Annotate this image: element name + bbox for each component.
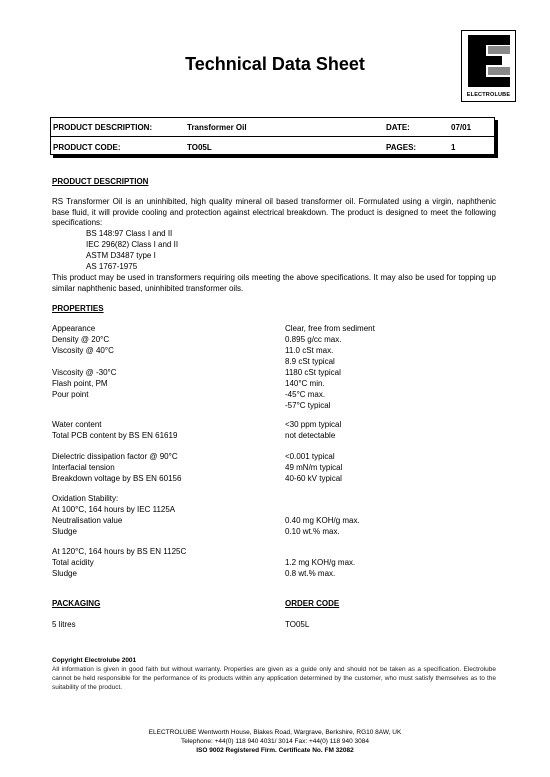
property-label: Sludge bbox=[52, 569, 77, 578]
property-label: Breakdown voltage by BS EN 60156 bbox=[52, 474, 182, 483]
property-value: 11.0 cSt max. bbox=[285, 346, 334, 355]
property-value: 0.10 wt.% max. bbox=[285, 527, 340, 536]
electrolube-logo bbox=[461, 30, 516, 102]
property-label: Total PCB content by BS EN 61619 bbox=[52, 431, 178, 440]
property-label: Water content bbox=[52, 420, 102, 429]
property-value: 1.2 mg KOH/g max. bbox=[285, 558, 356, 567]
property-label: Interfacial tension bbox=[52, 463, 115, 472]
property-label: Viscosity @ 40°C bbox=[52, 346, 114, 355]
property-label: Flash point, PM bbox=[52, 379, 108, 388]
property-value: 140°C min. bbox=[285, 379, 325, 388]
property-value: -45°C max. bbox=[285, 390, 326, 399]
pages-value: 1 bbox=[451, 143, 456, 152]
product-description-heading: PRODUCT DESCRIPTION bbox=[52, 177, 149, 186]
product-code-label: PRODUCT CODE: bbox=[53, 143, 121, 152]
product-description-intro: RS Transformer Oil is an uninhibited, high quality mineral oil based transformer oil. Formulated using a virgin, naphthenic base fluid, it will provide cooling and protection against electrical breakdown. The product is designed to meet the following specifications: bbox=[52, 197, 496, 227]
property-value: 0.8 wt.% max. bbox=[285, 569, 336, 578]
property-value: 0.40 mg KOH/g max. bbox=[285, 516, 360, 525]
property-value: -57°C typical bbox=[285, 401, 331, 410]
property-label: At 120°C, 164 hours by BS EN 1125C bbox=[52, 547, 187, 556]
property-value: 40-60 kV typical bbox=[285, 474, 342, 483]
spec-item: AS 1767-1975 bbox=[86, 262, 138, 271]
product-header-box bbox=[50, 117, 495, 155]
product-description-outro: This product may be used in transformers requiring oils meeting the above specifications. It may also be used for topping up similar naphthenic based, uninhibited transformer oils. bbox=[52, 273, 496, 293]
page-title: Technical Data Sheet bbox=[185, 54, 365, 74]
property-label: Oxidation Stability: bbox=[52, 494, 119, 503]
logo-text: ELECTROLUBE bbox=[466, 92, 511, 98]
property-label: Density @ 20°C bbox=[52, 335, 110, 344]
date-label: DATE: bbox=[386, 123, 410, 132]
property-label: Dielectric dissipation factor @ 90°C bbox=[52, 452, 178, 461]
property-value: Clear, free from sediment bbox=[285, 324, 375, 333]
product-description-label: PRODUCT DESCRIPTION: bbox=[53, 123, 153, 132]
spec-item: BS 148:97 Class I and II bbox=[86, 229, 173, 238]
property-value: 8.9 cSt typical bbox=[285, 357, 335, 366]
property-label: At 100°C, 164 hours by IEC 1125A bbox=[52, 505, 176, 514]
date-value: 07/01 bbox=[451, 123, 472, 132]
footer-phone: Telephone: +44(0) 118 940 4031/ 3014 Fax: +44(0) 118 940 3084 bbox=[180, 738, 370, 745]
copyright-heading: Copyright Electrolube 2001 bbox=[52, 657, 137, 664]
footer-certificate: ISO 9002 Registered Firm. Certificate No. FM 32082 bbox=[196, 747, 354, 754]
properties-heading: PROPERTIES bbox=[52, 304, 104, 313]
product-description-value: Transformer Oil bbox=[187, 123, 247, 132]
property-label: Neutralisation value bbox=[52, 516, 123, 525]
packaging-order-code: TO05L bbox=[285, 620, 310, 629]
disclaimer-text: All information is given in good faith but without warranty. Properties are given as a guide only and should not be taken as a specification. Electrolube cannot be held responsible for the performance of its products within any application determined by the customer, who must satisfy themselves as to the suitability of the product. bbox=[52, 666, 496, 691]
property-label: Total acidity bbox=[52, 558, 94, 567]
property-label: Viscosity @ -30°C bbox=[52, 368, 117, 377]
packaging-size: 5 litres bbox=[52, 620, 76, 629]
pages-label: PAGES: bbox=[386, 143, 417, 152]
footer-address: ELECTROLUBE Wentworth House, Blakes Road, Wargrave, Berkshire, RG10 8AW, UK bbox=[148, 729, 402, 736]
property-value: 49 mN/m typical bbox=[285, 463, 343, 472]
property-label: Pour point bbox=[52, 390, 89, 399]
order-code-heading: ORDER CODE bbox=[285, 599, 340, 608]
property-label: Sludge bbox=[52, 527, 77, 536]
property-value: not detectable bbox=[285, 431, 336, 440]
property-value: 0.895 g/cc max. bbox=[285, 335, 342, 344]
property-value: <0.001 typical bbox=[285, 452, 335, 461]
property-label: Appearance bbox=[52, 324, 96, 333]
product-code-value: TO05L bbox=[187, 143, 212, 152]
packaging-heading: PACKAGING bbox=[52, 599, 101, 608]
spec-item: IEC 296(82) Class I and II bbox=[86, 240, 179, 249]
property-value: 1180 cSt typical bbox=[285, 368, 341, 377]
spec-item: ASTM D3487 type I bbox=[86, 251, 156, 260]
property-value: <30 ppm typical bbox=[285, 420, 342, 429]
